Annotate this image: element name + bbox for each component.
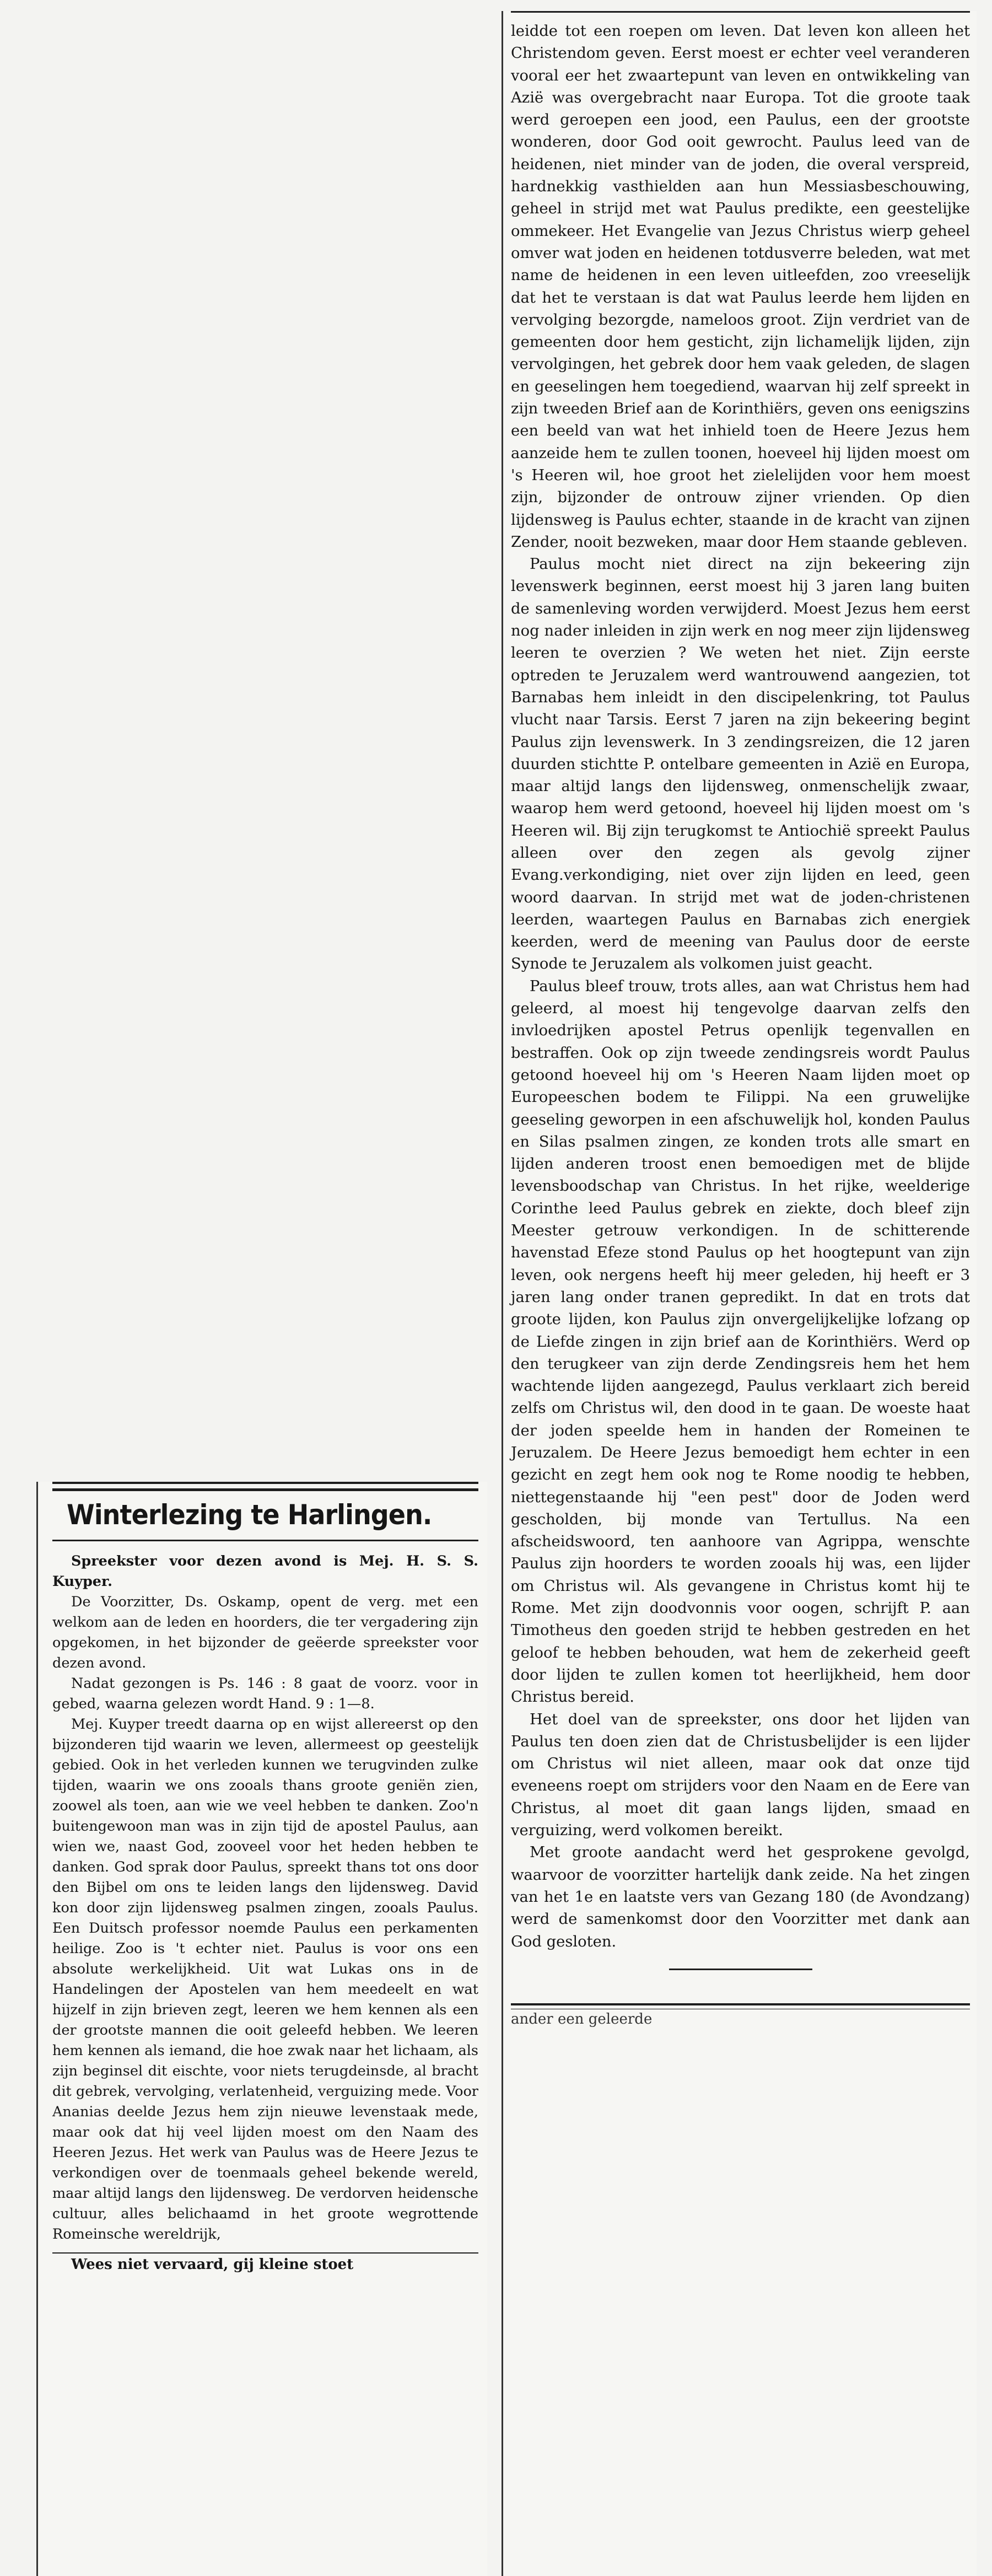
headline-box [52, 1488, 478, 1541]
right-clipping [502, 11, 977, 2576]
end-rule [669, 1969, 812, 1970]
speaker-announcement: Spreekster voor dezen avond is Mej. H. S. S. Kuyper. [52, 1553, 478, 1590]
journeys-paragraph: Paulus bleef trouw, trots alles, aan wat Christus hem had geleerd, al moest hij tengevolge daarvan zelfs den invloedrijken apostel Petrus openlijk tegenvallen en bestraffen. Ook op zijn tweede zendingsreis wordt Paulus getoond hoeveel hij om 's Heeren Naam lijden moet op Europeeschen bodem te Filippi. Na een gruwelijke geeseling geworpen in een afschuwelijk hol, konden Paulus en Silas psalmen zingen, ze konden trots alle smart en lijden anderen troost enen bemoedigen met de blijde levensboodschap van Christus. In het rijke, weelderige Corinthe leed Paulus gebrek en ziekte, doch bleef zijn Meester getrouw verkondigen. In de schitterende havenstad Efeze stond Paulus op het hoogtepunt van zijn leven, ook nergens heeft hij meer geleden, hij heeft er 3 jaren lang onder tranen gepredikt. In dat en trots dat groote lijden, kon Paulus zijn onvergelijkelijke lofzang op de Liefde zingen in zijn brief aan de Korinthiërs. Werd op den terugkeer van zijn derde Zendingsreis hem het hem wachtende lijden aangezegd, Paulus verklaart zich bereid zelfs om Christus wil, den dood in te gaan. De woeste haat der joden speelde hem in handen der Romeinen te Jeruzalem. De Heere Jezus bemoedigt hem echter in een gezicht en zegt hem ook nog te Rome noodig te hebben, niettegenstaande hij "een pest" door de Joden werd gescholden, bij monde van Tertullus. Na een afscheidswoord, ten aanhoore van Agrippa, wenschte Paulus zijn hoorders te worden zooals hij was, een lijder om Christus wil. Als gevangene in Christus komt hij te Rome. Met zijn doodvonnis voor oogen, schrijft P. aan Timotheus den goeden strijd te hebben gestreden en het geloof te hebben behouden, wat hem de zekerheid geeft door lijden te zullen komen tot heerlijkheid, hem door Christus bereid. [511, 977, 970, 1706]
clipping-top-rule [52, 1482, 478, 1484]
opening-paragraph: De Voorzitter, Ds. Oskamp, opent de verg. met een welkom aan de leden en hoorders, die ter vergadering zijn opgekomen, in het bijzonder de geëerde spreekster voor dezen avond. [52, 1594, 478, 1671]
closing-paragraph: Met groote aandacht werd het gesprokene gevolgd, waarvoor de voorzitter hartelijk dank zeide. Na het zingen van het 1e en laatste vers van Gezang 180 (de Avondzang) werd de samenkomst door den Voorzitter met dank aan God gesloten. [511, 1844, 970, 1950]
purpose-paragraph: Het doel van de spreekster, ons door het lijden van Paulus ten doen zien dat de Christusbelijder is een lijder om Christus wil niet alleen, maar ook dat onze tijd eveneens roept om strijders voor den Naam en de Eere van Christus, al moet dit gaan langs lijden, smaad en verguizing, werd volkomen bereikt. [511, 1711, 970, 1840]
column-bottom-rule [511, 2003, 970, 2009]
continuation-paragraph: leidde tot een roepen om leven. Dat leven kon alleen het Christendom geven. Eerst moest er echter veel veranderen vooral eer het zwaartepunt van leven en ontwikkeling van Azië was overgebracht naar Europa. Tot die groote taak werd geroepen een jood, een Paulus, een der grootste wonderen, door God ooit gewrocht. Paulus leed van de heidenen, niet minder van de joden, die overal verspreid, hardnekkig vasthielden aan hun Messiasbeschouwing, geheel in strijd met wat Paulus predikte, een geestelijke ommekeer. Het Evangelie van Jezus Christus wierp geheel omver wat joden en heidenen totdusverre beleden, wat met name de heidenen in een leven uitleefden, zoo vreeselijk dat het te verstaan is dat wat Paulus leerde hem lijden en vervolging bezorgde, nameloos groot. Zijn verdriet van de gemeenten door hem gesticht, zijn lichamelijk lijden, zijn vervolgingen, het gebrek door hem vaak geleden, de slagen en geeselingen hem toegediend, waarvan hij zelf spreekt in zijn tweeden Brief aan de Korinthiërs, geven ons eenigszins een beeld van wat het inhield toen de Heere Jezus hem aanzeide hem te zullen toonen, hoeveel hij lijden moest om 's Heeren wil, hoe groot het zielelijden voor hem moest zijn, bijzonder de ontrouw zijner vrienden. Op dien lijdensweg is Paulus echter, staande in de kracht van zijnen Zender, nooit bezweken, maar door Hem staande gebleven. [511, 23, 970, 551]
footer-text: Wees niet vervaard, gij kleine stoet [71, 2256, 354, 2273]
headline: Winterlezing te Harlingen. [67, 1499, 432, 1531]
left-clipping [36, 1482, 487, 2576]
cut-off-text: ander een geleerde [511, 2010, 653, 2028]
clipping-top-rule [511, 11, 970, 13]
lecture-paragraph: Mej. Kuyper treedt daarna op en wijst allereerst op den bijzonderen tijd waarin we leven, allermeest op geestelijk gebied. Ook in het verleden kunnen we terugvinden zulke tijden, waarin we ons zooals thans groote geniën zien, zoowel als toen, aan wie we veel hebben te danken. Zoo'n buitengewoon man was in zijn tijd de apostel Paulus, aan wien we, naast God, zooveel voor het heden hebben te danken. God sprak door Paulus, spreekt thans tot ons door den Bijbel om ons te leiden langs den lijdensweg. David kon door zijn lijdensweg psalmen zingen, zooals Paulus. Een Duitsch professor noemde Paulus een perkamenten heilige. Zoo is 't echter niet. Paulus is voor ons een absolute werkelijkheid. Uit wat Lukas ons in de Handelingen der Apostelen van hem meedeelt en wat hijzelf in zijn brieven zegt, leeren we hem kennen als een der grootste mannen die ooit geleefd hebben. We leeren hem kennen als iemand, die hoe zwak naar het lichaam, als zijn beginsel dit eischte, voor niets terugdeinsde, al bracht dit gebrek, vervolging, verlatenheid, verguizing mede. Voor Ananias deelde Jezus hem zijn nieuwe levenstaak mede, maar ook dat hij veel lijden moest om den Naam des Heeren Jezus. Het werk van Paulus was de Heere Jezus te verkondigen over de toenmaals geheel bekende wereld, maar altijd langs den lijdensweg. De verdorven heidensche cultuur, alles belichaamd in het groote wegrottende Romeinsche wereldrijk, [52, 1716, 478, 2242]
conversion-paragraph: Paulus mocht niet direct na zijn bekeering zijn levenswerk beginnen, eerst moest hij 3 jaren lang buiten de samenleving worden verwijderd. Moest Jezus hem eerst nog nader inleiden in zijn werk en nog meer zijn lijdensweg leeren te overzien ? We weten het niet. Zijn eerste optreden te Jeruzalem werd wantrouwend aangezien, tot Barnabas hem inleidt in den discipelenkring, tot Paulus vlucht naar Tarsis. Eerst 7 jaren na zijn bekeering begint Paulus zijn levenswerk. In 3 zendingsreizen, die 12 jaren duurden stichtte P. ontelbare gemeenten in Azië en Europa, maar altijd langs den lijdensweg, onmenschelijk zwaar, waarop hem werd getoond, hoeveel hij lijden moest om 's Heeren wil. Bij zijn terugkomst te Antiochië spreekt Paulus alleen over den zegen als gevolg zijner Evang.verkondiging, niet over zijn lijden en leed, geen woord daarvan. In strijd met wat de joden-christenen leerden, waartegen Paulus en Barnabas zich energiek keerden, werd de meening van Paulus door de eerste Synode te Jeruzalem als volkomen juist geacht. [511, 556, 970, 973]
psalm-paragraph: Nadat gezongen is Ps. 146 : 8 gaat de voorz. voor in gebed, waarna gelezen wordt Hand. 9 : 1—8. [52, 1675, 478, 1712]
